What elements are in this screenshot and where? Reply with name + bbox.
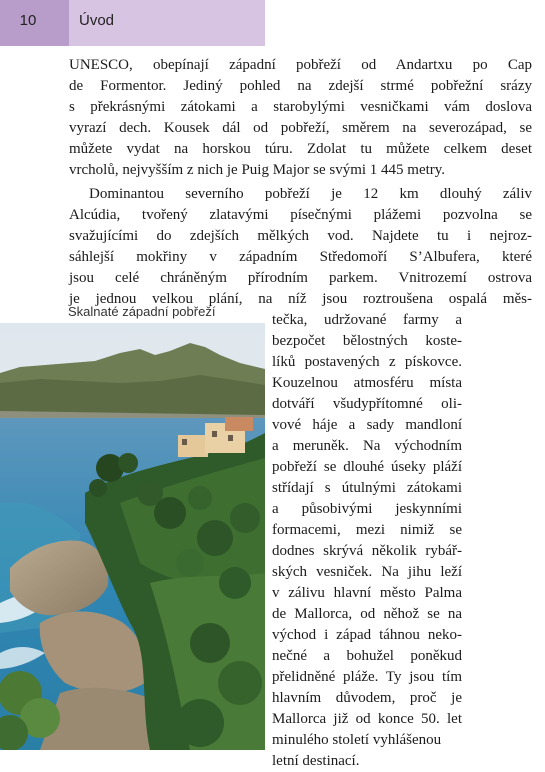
body-line: de Formentor. Jediný pohled na zdejší strmé pobřežní srázy — [69, 78, 532, 94]
column-line: bezpočet bělostných koste- — [272, 333, 462, 349]
body-line: Dominantou severního pobřeží je 12 km dlouhý záliv — [89, 186, 532, 202]
column-line: v zálivu hlavní město Palma — [272, 585, 462, 601]
body-line: jsou celé chráněným přírodním parkem. Vnitrozemí ostrova — [69, 270, 532, 286]
body-line: s překrásnými zátokami a starobylými vesničkami vám doslova — [69, 99, 532, 115]
section-title: Úvod — [79, 12, 115, 29]
photo-caption: Skalnaté západní pobřeží — [68, 304, 216, 319]
column-line: a meruněk. Na východním — [272, 438, 462, 454]
column-line: přelidněné pláže. Ty jsou tím — [272, 669, 462, 685]
body-line: vyrazí dech. Kousek dál od pobřeží, směrem na severozápad, se — [69, 120, 532, 136]
column-line: střídají s útulnými zátokami — [272, 480, 462, 496]
column-line: východ i západ táhnou neko- — [272, 627, 462, 643]
body-line: můžete vydat na horskou túru. Zdolat tu můžete celkem deset — [69, 141, 532, 157]
column-line: nečné a bohužel poněkud — [272, 648, 462, 664]
column-line: pobřeží se dlouhé úseky pláží — [272, 459, 462, 475]
column-line: formacemi, mezi nimiž se — [272, 522, 462, 538]
body-line: UNESCO, obepínají západní pobřeží od Andartxu po Cap — [69, 57, 532, 73]
page-number: 10 — [19, 12, 37, 29]
column-line: dodnes skrývá několik rybář- — [272, 543, 462, 559]
column-line: letní destinací. — [272, 753, 360, 769]
column-line: de Mallorca, od něhož se na — [272, 606, 462, 622]
column-line: Kouzelnou atmosféru místa — [272, 375, 462, 391]
column-line: tečka, udržované farmy a — [272, 312, 462, 328]
column-line: ských vesniček. Na jihu leží — [272, 564, 462, 580]
body-line: sáhlejší mokřiny v západním Středomoří S’Albufera, které — [69, 249, 532, 265]
body-line: je jednou velkou plání, na níž jsou roztroušena ospalá měs- — [69, 291, 532, 307]
column-line: a působivými jeskynními — [272, 501, 462, 517]
column-line: Mallorca již od konce 50. let — [272, 711, 462, 727]
body-line: vrcholů, nejvyšším z nich je Puig Major se svými 1 445 metry. — [69, 162, 446, 178]
column-line: minulého století vyhlášenou — [272, 732, 442, 748]
body-line: Alcúdia, tvořený zlatavými písečnými plážemi pozvolna se — [69, 207, 532, 223]
column-line: vové háje a sady mandloní — [272, 417, 462, 433]
column-line: dotváří všudypřítomné oli- — [272, 396, 462, 412]
body-line: svažujícími do zdejších mělkých vod. Najdete tu i nejroz- — [69, 228, 532, 244]
coast-photo — [0, 323, 265, 750]
column-line: hlavním důvodem, proč je — [272, 690, 462, 706]
column-line: líků postavených z pískovce. — [272, 354, 462, 370]
